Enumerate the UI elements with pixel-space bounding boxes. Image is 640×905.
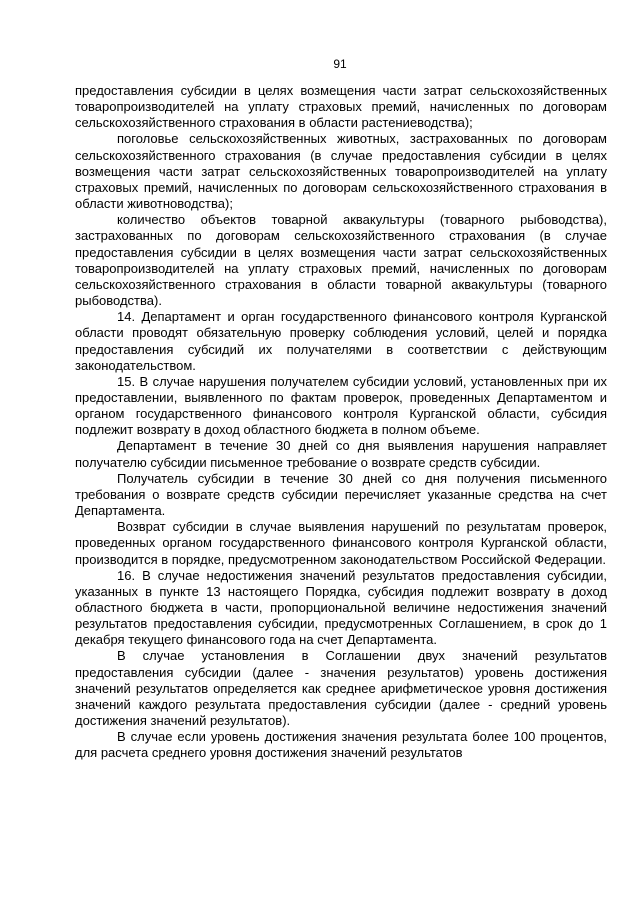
paragraph-refund-procedure: Возврат субсидии в случае выявления нарушений по результатам проверок, проведенных органом государственного финансового контроля Курганской области, производится в порядке, предусмотренном законодательством Российской Федерации. xyxy=(75,519,607,567)
paragraph-livestock-insured: поголовье сельскохозяйственных животных, застрахованных по договорам сельскохозяйственного страхования (в случае предоставления субсидии в целях возмещения части затрат сельскохозяйственных товаропроизводителей на уплату страховых премий, начисленных по договорам сельскохозяйственного страхования в области животноводства); xyxy=(75,131,607,212)
paragraph-aquaculture-insured: количество объектов товарной аквакультуры (товарного рыбоводства), застрахованных по договорам сельскохозяйственного страхования (в случае предоставления субсидии в целях возмещения части затрат сельскохозяйственных товаропроизводителей на уплату страховых премий, начисленных по договорам сельскохозяйственного страхования в области товарной аквакультуры (товарного рыбоводства). xyxy=(75,212,607,309)
paragraph-clause-15: 15. В случае нарушения получателем субсидии условий, установленных при их предоставлении, выявленного по фактам проверок, проведенных Департаментом и органом государственного финансового контроля Курганской области, субсидия подлежит возврату в доход областного бюджета в полном объеме. xyxy=(75,373,607,438)
paragraph-department-notice: Департамент в течение 30 дней со дня выявления нарушения направляет получателю субсидии письменное требование о возврате средств субсидии. xyxy=(75,438,607,470)
paragraph-clause-16: 16. В случае недостижения значений результатов предоставления субсидии, указанных в пункте 13 настоящего Порядка, субсидия подлежит возврату в доход областного бюджета в части, пропорциональной величине недостижения значений результатов предоставления субсидии, предусмотренных Соглашением, в срок до 1 декабря текущего финансового года на счет Департамента. xyxy=(75,567,607,648)
page-number: 91 xyxy=(333,57,347,71)
document-body xyxy=(75,83,607,762)
paragraph-two-results: В случае установления в Соглашении двух значений результатов предоставления субсидии (далее - значения результатов) уровень достижения значений результатов определяется как среднее арифметическое уровня достижения значений каждого результата предоставления субсидии (далее - средний уровень достижения значений результатов). xyxy=(75,648,607,729)
paragraph-recipient-refund: Получатель субсидии в течение 30 дней со дня получения письменного требования о возврате средств субсидии перечисляет указанные средства на счет Департамента. xyxy=(75,470,607,519)
paragraph-clause-14: 14. Департамент и орган государственного финансового контроля Курганской области проводят обязательную проверку соблюдения условий, целей и порядка предоставления субсидий их получателями в соответствии с действующим законодательством. xyxy=(75,309,607,373)
paragraph-crop-insurance-area: предоставления субсидии в целях возмещения части затрат сельскохозяйственных товаропроизводителей на уплату страховых премий, начисленных по договорам сельскохозяйственного страхования в области растениеводства); xyxy=(75,83,607,131)
paragraph-over-100-percent: В случае если уровень достижения значения результата более 100 процентов, для расчета среднего уровня достижения значений результатов xyxy=(75,729,607,761)
